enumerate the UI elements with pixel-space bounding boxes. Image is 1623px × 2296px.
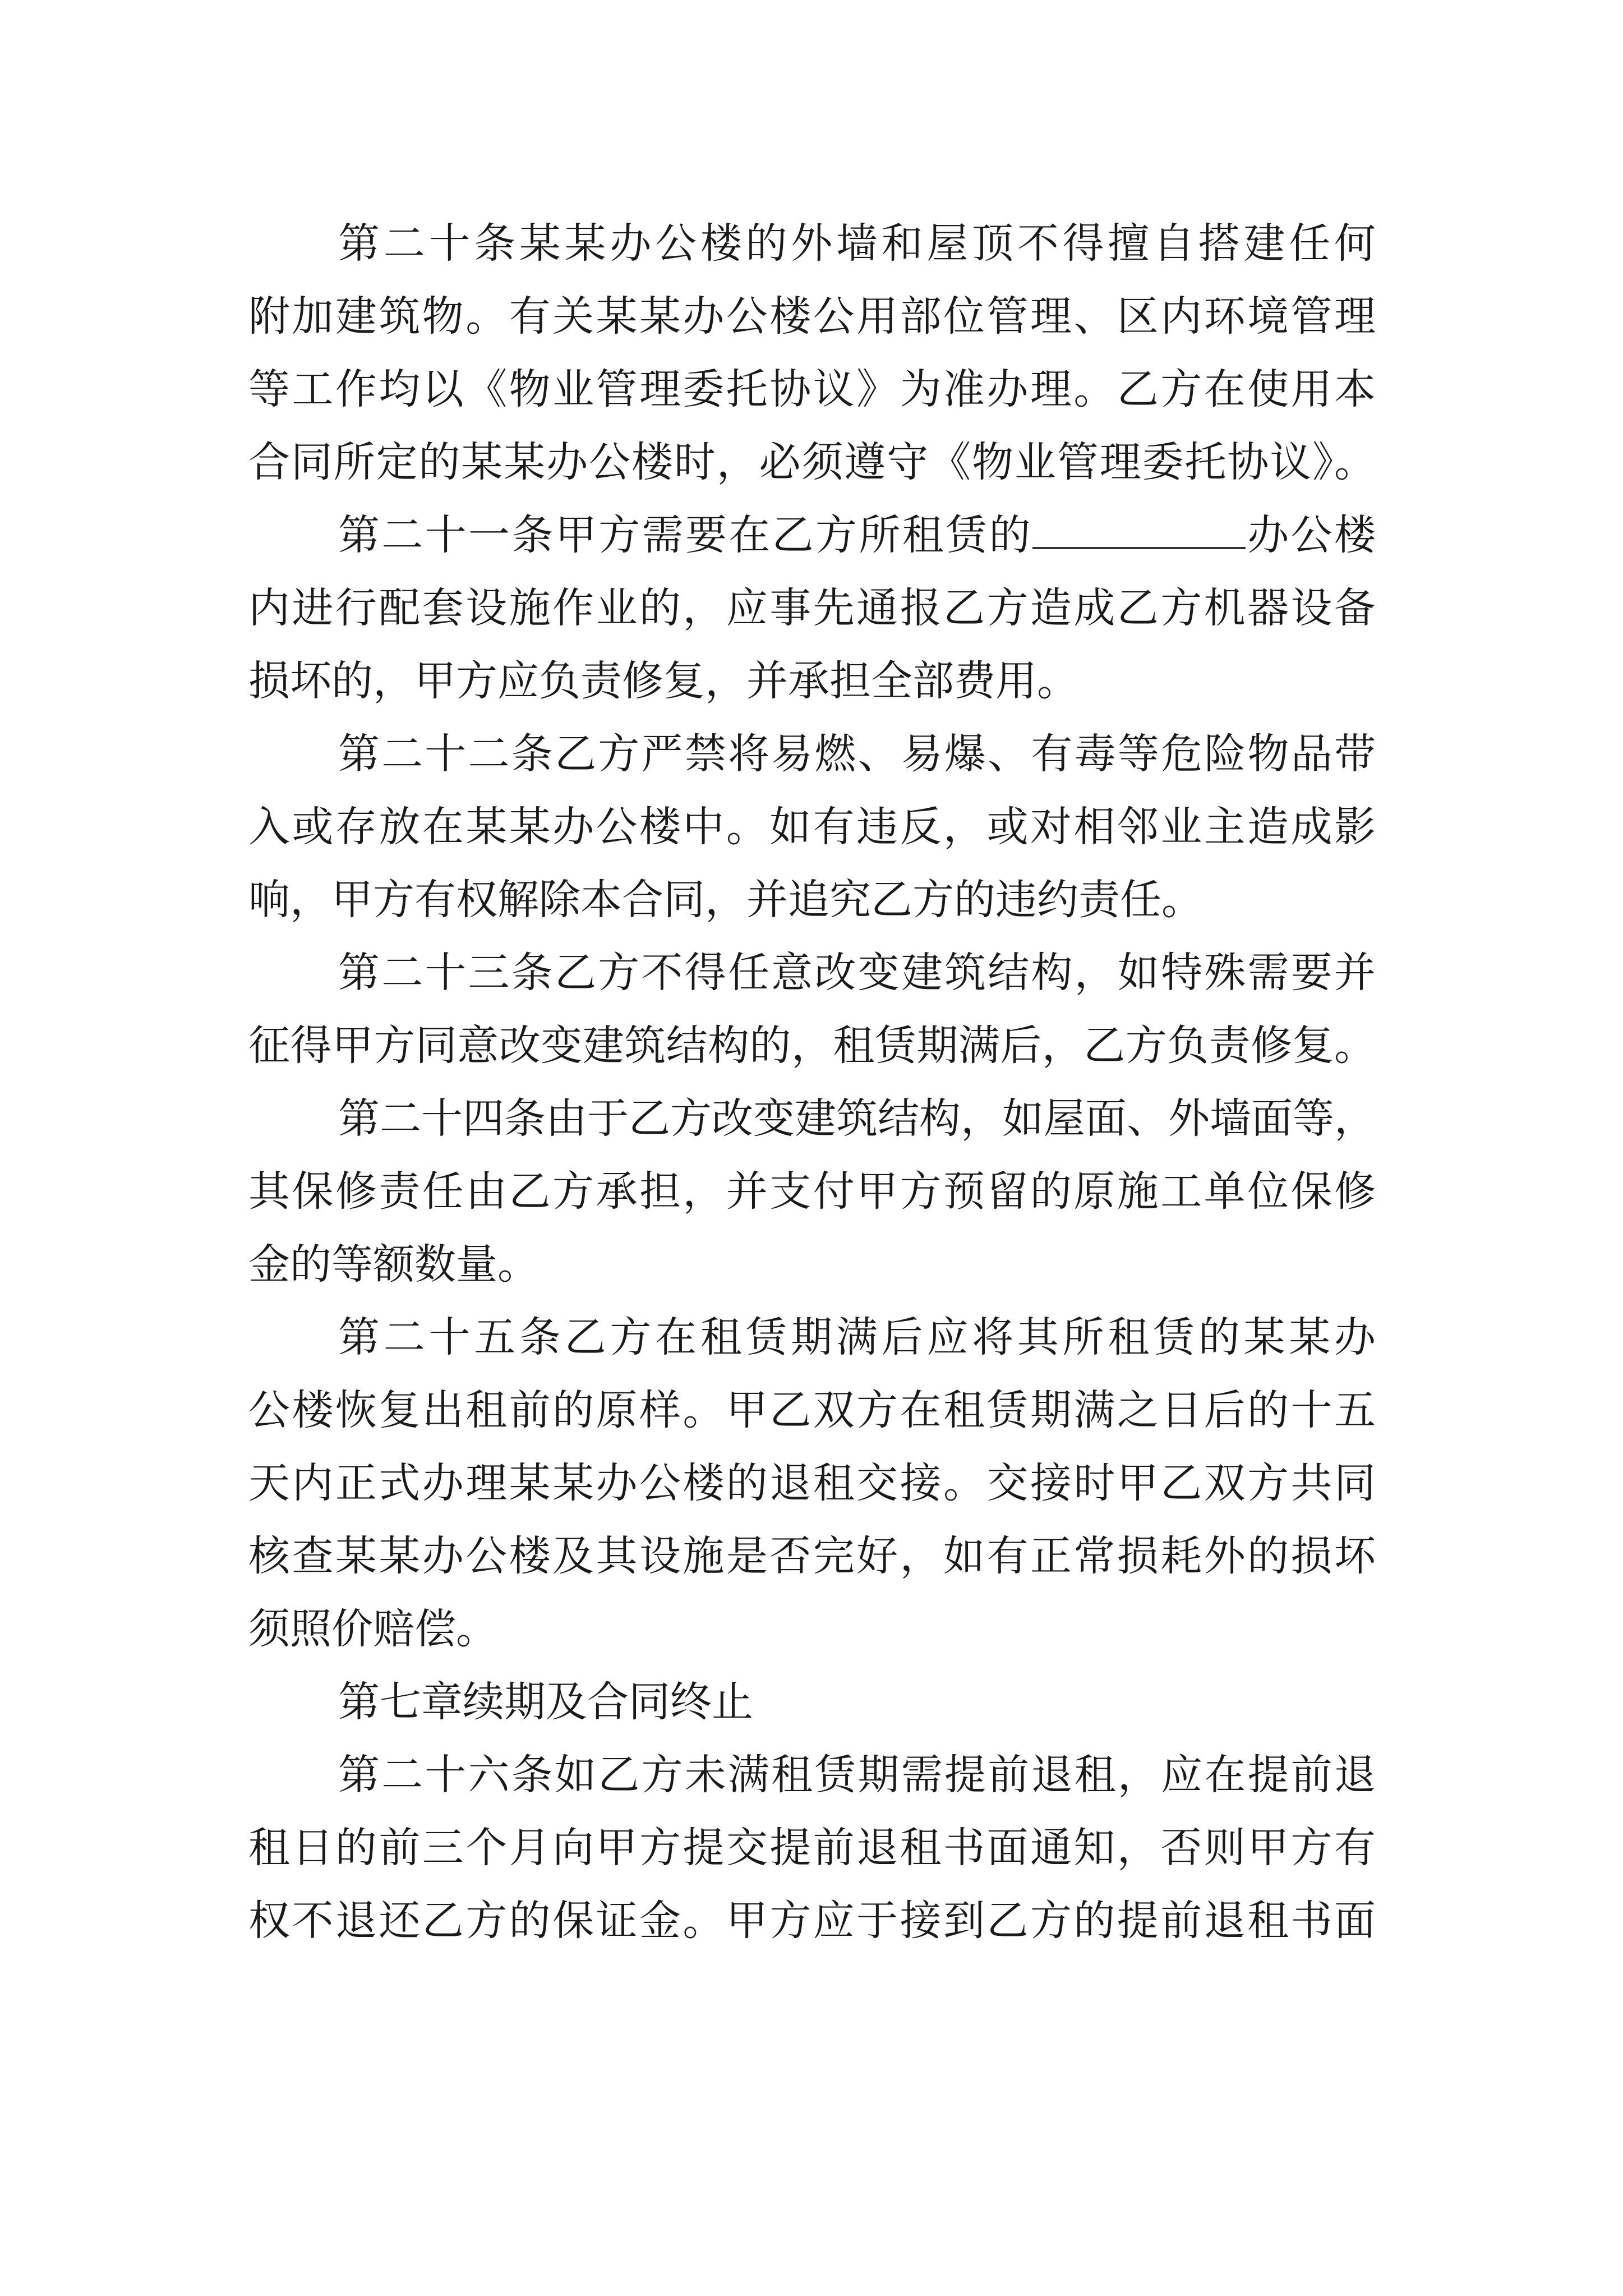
article-24-line-2: 其保修责任由乙方承担，并支付甲方预留的原施工单位保修: [248, 1167, 1376, 1216]
article-20-line-3: 等工作均以《物业管理委托协议》为准办理。乙方在使用本: [248, 365, 1376, 413]
article-26-line-2: 租日的前三个月向甲方提交提前退租书面通知，否则甲方有: [248, 1824, 1376, 1872]
article-24-line-1: 第二十四条由于乙方改变建筑结构，如屋面、外墙面等，: [338, 1094, 1376, 1143]
article-20-line-4: 合同所定的某某办公楼时，必须遵守《物业管理委托协议》。: [248, 438, 1376, 486]
article-25-line-5: 须照价赔偿。: [248, 1605, 497, 1653]
article-21-line-2: 内进行配套设施作业的，应事先通报乙方造成乙方机器设备: [248, 584, 1376, 632]
article-24-line-3: 金的等额数量。: [248, 1240, 539, 1289]
article-25-line-4: 核查某某办公楼及其设施是否完好，如有正常损耗外的损坏: [248, 1532, 1376, 1580]
article-21-line-3: 损坏的，甲方应负责修复，并承担全部费用。: [248, 657, 1078, 705]
article-26-line-1: 第二十六条如乙方未满租赁期需提前退租，应在提前退: [338, 1751, 1376, 1799]
article-23-line-1: 第二十三条乙方不得任意改变建筑结构，如特殊需要并: [338, 949, 1376, 997]
article-22-line-1: 第二十二条乙方严禁将易燃、易爆、有毒等危险物品带: [338, 730, 1376, 778]
article-26-line-3: 权不退还乙方的保证金。甲方应于接到乙方的提前退租书面: [248, 1897, 1376, 1945]
article-22-line-2: 入或存放在某某办公楼中。如有违反，或对相邻业主造成影: [248, 803, 1376, 851]
fill-in-blank: [1032, 512, 1246, 549]
article-25-line-3: 天内正式办理某某办公楼的退租交接。交接时甲乙双方共同: [248, 1459, 1376, 1507]
article-21-line-1: [338, 507, 1376, 563]
chapter-7-heading: 第七章续期及合同终止: [338, 1678, 753, 1726]
article-21-text-before-blank: 第二十一条甲方需要在乙方所租赁的: [338, 511, 1032, 559]
article-22-line-3: 响，甲方有权解除本合同，并追究乙方的违约责任。: [248, 876, 1203, 924]
article-25-line-2: 公楼恢复出租前的原样。甲乙双方在租赁期满之日后的十五: [248, 1386, 1376, 1434]
article-20-line-1: 第二十条某某办公楼的外墙和屋顶不得擅自搭建任何: [338, 219, 1376, 268]
article-25-line-1: 第二十五条乙方在租赁期满后应将其所租赁的某某办: [338, 1313, 1376, 1361]
article-23-line-2: 征得甲方同意改变建筑结构的，租赁期满后，乙方负责修复。: [248, 1022, 1376, 1070]
article-20-line-2: 附加建筑物。有关某某办公楼公用部位管理、区内环境管理: [248, 292, 1376, 341]
article-21-text-after-blank: 办公楼: [1245, 511, 1376, 559]
